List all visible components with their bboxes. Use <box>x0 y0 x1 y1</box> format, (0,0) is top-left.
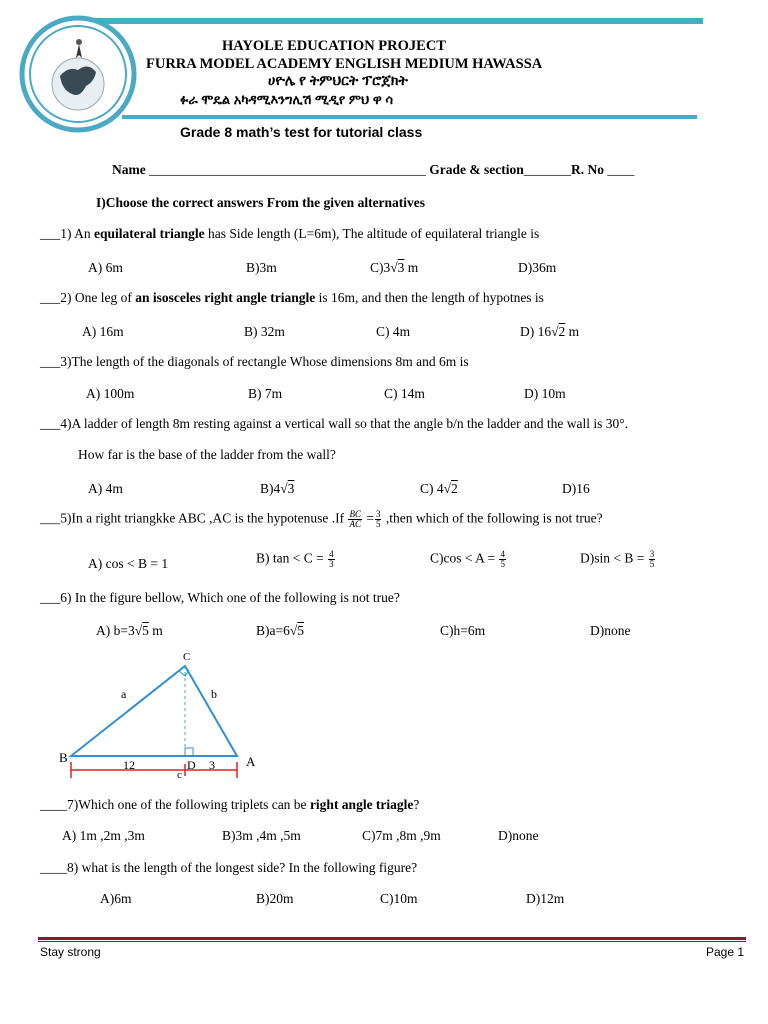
q2-option-a: A) 16m <box>82 324 124 339</box>
question-3: ___3)The length of the diagonals of rectangle Whose dimensions 8m and 6m is <box>40 354 469 369</box>
school-logo <box>18 14 138 134</box>
rno-label: R. No <box>570 162 604 177</box>
q8-option-d: D)12m <box>526 891 565 906</box>
q5-frac-num: BC <box>349 509 361 519</box>
rno-blank: ____ <box>607 162 635 177</box>
q7-option-c: C)7m ,8m ,9m <box>362 828 441 843</box>
q6-option-d: D)none <box>590 623 631 638</box>
q6-a-post: m <box>148 623 163 638</box>
footer-rule-thick <box>38 937 746 940</box>
q1-option-b: B)3m <box>246 260 277 275</box>
q5-val-den: 5 <box>375 519 381 529</box>
q1-c-pre: C)3 <box>370 260 391 275</box>
q5-d-pre: D)sin < B = <box>580 550 648 566</box>
header-line-3-amharic: ሀዮሌ የ ትምህርት ፕሮጀክት <box>268 72 408 88</box>
q6-b-pre: B)a=6 <box>256 623 290 638</box>
q2-option-b: B) 32m <box>244 324 285 339</box>
q1-bold: equilateral triangle <box>94 226 205 241</box>
q1-c-rad: 3 <box>397 260 405 275</box>
question-6: ___6) In the figure bellow, Which one of the following is not true? <box>40 590 400 605</box>
q4-c-pre: C) 4 <box>420 481 444 496</box>
q2-d-rad: 2 <box>558 324 566 339</box>
test-subtitle: Grade 8 math’s test for tutorial class <box>180 124 423 140</box>
q5-option-d <box>580 550 656 569</box>
triangle-figure <box>55 648 285 788</box>
label-b: b <box>211 687 217 701</box>
q3-option-a: A) 100m <box>86 386 135 401</box>
footer-left-text: Stay strong <box>40 945 101 959</box>
instructions: I)Choose the correct answers From the given alternatives <box>96 195 426 210</box>
header-top-rule <box>95 18 703 24</box>
q1-prefix: ___1) An <box>40 226 94 241</box>
question-1 <box>40 226 539 242</box>
q8-option-b: B)20m <box>256 891 294 906</box>
q7-text: ? <box>413 797 420 812</box>
q5-val-num: 3 <box>375 509 381 519</box>
q7-option-a: A) 1m ,2m ,3m <box>62 828 145 843</box>
q1-option-d: D)36m <box>518 260 557 275</box>
header-line-2: FURRA MODEL ACADEMY ENGLISH MEDIUM HAWASSA <box>146 56 543 72</box>
label-c-bottom: c <box>177 769 182 781</box>
q3-option-c: C) 14m <box>384 386 425 401</box>
question-8: ____8) what is the length of the longest side? In the following figure? <box>40 860 418 875</box>
grade-label: Grade & section <box>429 162 524 177</box>
q3-option-d: D) 10m <box>524 386 566 401</box>
q5-c-num: 4 <box>500 549 505 559</box>
q6-option-a: A) b=3√5 m <box>96 623 163 638</box>
q5-d-num: 3 <box>649 549 655 559</box>
q4-b-rad: 3 <box>287 481 295 496</box>
q5-d-den: 5 <box>649 559 655 569</box>
label-A: A <box>246 754 256 769</box>
q5-b-den: 3 <box>329 559 334 569</box>
footer-rule-thin <box>38 941 746 942</box>
q1-option-c: C)3√3 m <box>370 260 419 275</box>
q3-option-b: B) 7m <box>248 386 283 401</box>
label-a: a <box>121 687 127 701</box>
q5-b-num: 4 <box>329 549 334 559</box>
label-c-top: C <box>183 651 191 663</box>
name-blank: _________________________________________ <box>149 162 426 177</box>
question-4-line-2: How far is the base of the ladder from the wall? <box>78 447 336 462</box>
q4-c-rad: 2 <box>451 481 458 496</box>
q2-d-post: m <box>565 324 580 339</box>
q8-option-a: A)6m <box>100 891 132 906</box>
q5-b-pre: B) tan < C = <box>256 550 328 566</box>
q7-bold: right angle triagle <box>309 797 414 812</box>
name-label: Name <box>112 162 146 177</box>
q2-prefix: ___2) One leg of <box>40 290 136 305</box>
segment-left-label: 12 <box>123 758 135 772</box>
label-D: D <box>187 758 196 772</box>
q2-bold: an isosceles right angle triangle <box>135 290 316 305</box>
q5-option-b <box>256 550 336 569</box>
q2-option-c: C) 4m <box>376 324 411 339</box>
q6-a-rad: 5 <box>142 623 149 638</box>
q2-d-pre: D) 16 <box>520 324 552 339</box>
q4-option-a: A) 4m <box>88 481 123 496</box>
right-angle-mark <box>185 748 193 756</box>
q5-c-den: 5 <box>500 559 505 569</box>
q5-option-c <box>430 550 507 569</box>
segment-right-label: 3 <box>209 758 215 772</box>
question-2 <box>40 290 544 306</box>
q1-text: has Side length (L=6m), The altitude of equilateral triangle is <box>204 226 540 241</box>
q6-a-pre: A) b=3 <box>96 623 135 638</box>
q5-frac-den: AC <box>349 519 361 529</box>
name-line <box>112 162 634 178</box>
q7-option-b: B)3m ,4m ,5m <box>222 828 301 843</box>
q7-prefix: ____7)Which one of the following triplets can be <box>40 797 310 812</box>
grade-blank: _______ <box>523 162 571 177</box>
q4-b-pre: B)4 <box>260 481 281 496</box>
q5-option-a: A) cos < B = 1 <box>88 556 169 571</box>
header-line-1: HAYOLE EDUCATION PROJECT <box>222 38 446 54</box>
q5-prefix: ___5)In a right triangkke ABC ,AC is the hypotenuse .If <box>40 510 348 526</box>
question-4: ___4)A ladder of length 8m resting against a vertical wall so that the angle b/n the ladder and the wall is 30°. <box>40 416 628 431</box>
question-5 <box>40 510 603 529</box>
header-line-4-amharic: ፉራ ሞዴል አካዳሚእንግሊሽ ሚዲየ ምህ ዋ ሳ <box>180 92 394 107</box>
q5-text: ,then which of the following is not true? <box>382 510 603 526</box>
q5-eq: = <box>362 510 374 526</box>
q6-option-b: B)a=6√5 <box>256 623 305 638</box>
q5-c-pre: C)cos < A = <box>430 550 499 566</box>
q6-option-c: C)h=6m <box>440 623 486 638</box>
q2-text: is 16m, and then the length of hypotnes is <box>315 290 544 305</box>
q7-option-d: D)none <box>498 828 539 843</box>
q6-b-rad: 5 <box>297 623 305 638</box>
header-bottom-rule <box>122 115 697 119</box>
triangle-shape <box>71 666 237 756</box>
question-7 <box>40 797 419 813</box>
q4-option-b: B)4√3 <box>260 481 295 496</box>
q1-c-post: m <box>404 260 419 275</box>
q4-option-c: C) 4√2 <box>420 481 458 496</box>
q8-option-c: C)10m <box>380 891 418 906</box>
q4-option-d: D)16 <box>562 481 590 496</box>
q2-option-d: D) 16√2 m <box>520 324 580 339</box>
label-B: B <box>59 750 68 765</box>
footer-page-number: Page 1 <box>706 945 745 959</box>
q1-option-a: A) 6m <box>88 260 123 275</box>
